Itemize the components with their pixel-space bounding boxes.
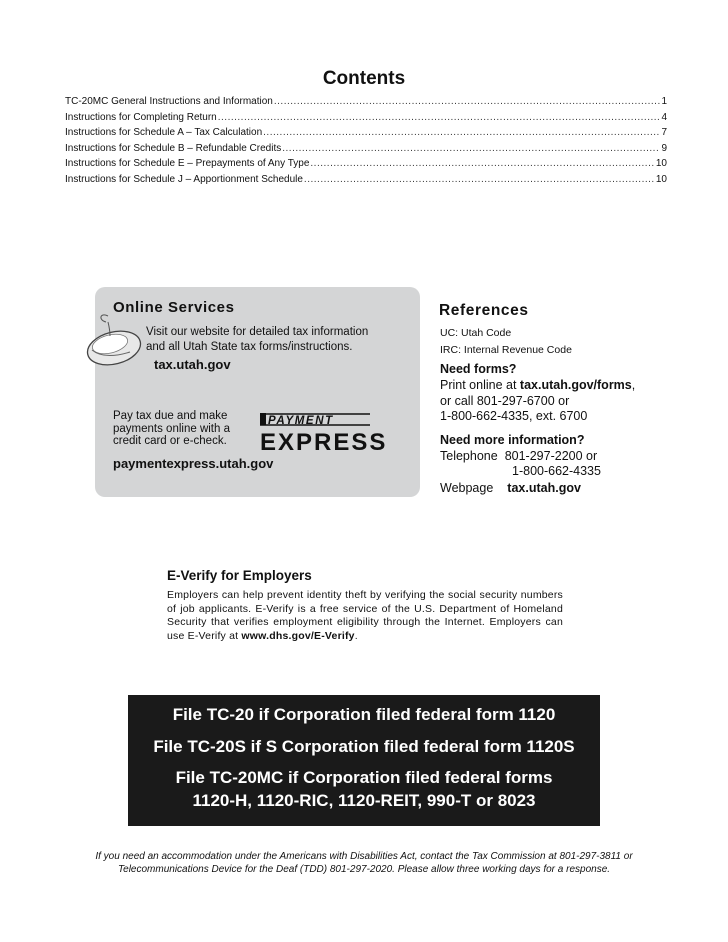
telephone-number-2: 1-800-662-4335 — [512, 464, 601, 478]
toc-entry[interactable] — [65, 112, 667, 128]
need-forms-text — [440, 378, 635, 425]
webpage-line — [440, 481, 581, 497]
logo-bottom-text: EXPRESS — [260, 429, 388, 453]
call-line: or call 801-297-6700 or — [440, 393, 570, 408]
toc-entry[interactable] — [65, 127, 667, 143]
toc-page: 7 — [661, 127, 667, 139]
toc-leader — [282, 143, 660, 154]
print-prefix: Print online at — [440, 378, 520, 392]
toc-label: Instructions for Completing Return — [65, 111, 217, 123]
toc-label: TC-20MC General Instructions and Information — [65, 96, 273, 107]
payment-express-link[interactable]: paymentexpress.utah.gov — [113, 456, 274, 471]
footer-line: If you need an accommodation under the Americans with Disabilities Act, contact the Tax Commission at 801-297-3811 or — [95, 851, 633, 862]
notice-line: File TC-20MC if Corporation filed federal forms — [175, 768, 553, 787]
toc-leader — [274, 96, 661, 107]
footer-line: Telecommunications Device for the Deaf (TDD) 801-297-2020. Please allow three working days for a response. — [117, 863, 611, 875]
everify-body: Employers can help prevent identity theft by verifying the social security numbers of job applicants. E-Verify is a free service of the U.S. Department of Homeland Security that verifies employment eligibility through the Internet. Employers can use E-Verify at — [167, 589, 563, 643]
toc-label: Instructions for Schedule B – Refundable Credits — [65, 142, 282, 154]
reference-uc: UC: Utah Code — [440, 327, 512, 339]
toc-entry[interactable] — [65, 174, 667, 190]
everify-title: E-Verify for Employers — [167, 568, 312, 583]
reference-irc: IRC: Internal Revenue Code — [440, 344, 572, 356]
toc-entry[interactable] — [65, 96, 667, 112]
toc-leader — [218, 112, 661, 123]
telephone-label: Telephone — [440, 449, 498, 463]
toc-page: 1 — [661, 96, 667, 107]
webpage-label: Webpage — [440, 481, 494, 495]
notice-line: File TC-20S if S Corporation filed federal form 1120S — [153, 737, 575, 756]
notice-line: File TC-20 if Corporation filed federal form 1120 — [172, 705, 556, 724]
payment-line: payments online with a — [113, 422, 230, 435]
notice-line: 1120-H, 1120-RIC, 1120-REIT, 990-T or 8023 — [192, 791, 536, 810]
description-line: Visit our website for detailed tax information — [146, 326, 369, 338]
everify-text — [167, 589, 563, 644]
webpage-link[interactable]: tax.utah.gov — [507, 481, 581, 495]
everify-end: . — [354, 630, 358, 643]
payment-line: credit card or e-check. — [113, 435, 227, 447]
toc-label: Instructions for Schedule J – Apportionment Schedule — [65, 173, 303, 185]
toc-leader — [263, 127, 660, 138]
computer-mouse-icon — [80, 310, 150, 370]
everify-link[interactable]: www.dhs.gov/E-Verify — [241, 630, 355, 643]
need-forms-heading: Need forms? — [440, 362, 517, 376]
telephone-line — [440, 449, 597, 465]
toc-page: 10 — [655, 158, 667, 170]
filing-notice-box — [128, 695, 600, 826]
logo-top-text: PAYMENT — [268, 415, 334, 427]
references-title: References — [439, 302, 529, 319]
forms-link[interactable]: tax.utah.gov/forms — [519, 378, 632, 392]
toc-label: Instructions for Schedule E – Prepayments of Any Type — [65, 158, 310, 170]
online-services-title: Online Services — [113, 299, 235, 316]
accessibility-footer — [0, 851, 728, 876]
toc-entry[interactable] — [65, 158, 667, 174]
contents-title: Contents — [322, 68, 406, 89]
print-online-line — [440, 378, 635, 394]
toc-page: 10 — [655, 173, 667, 185]
need-info-heading: Need more information? — [440, 433, 585, 447]
payment-express-logo — [258, 411, 398, 453]
payment-description — [113, 410, 230, 448]
online-services-description — [146, 325, 368, 354]
toll-line: 1-800-662-4335, ext. 6700 — [440, 409, 588, 423]
toc-label: Instructions for Schedule A – Tax Calculation — [65, 127, 263, 139]
toc-leader — [310, 158, 654, 169]
payment-line: Pay tax due and make — [113, 410, 228, 422]
toc-entry[interactable] — [65, 143, 667, 159]
print-suffix: , — [631, 378, 636, 392]
toc-page: 9 — [661, 142, 667, 154]
table-of-contents — [65, 96, 667, 190]
toc-leader — [304, 174, 655, 185]
description-line: and all Utah State tax forms/instructions. — [146, 340, 353, 353]
toc-page: 4 — [661, 111, 667, 123]
tax-website-link[interactable]: tax.utah.gov — [154, 357, 231, 372]
telephone-number: 801-297-2200 or — [504, 449, 598, 463]
